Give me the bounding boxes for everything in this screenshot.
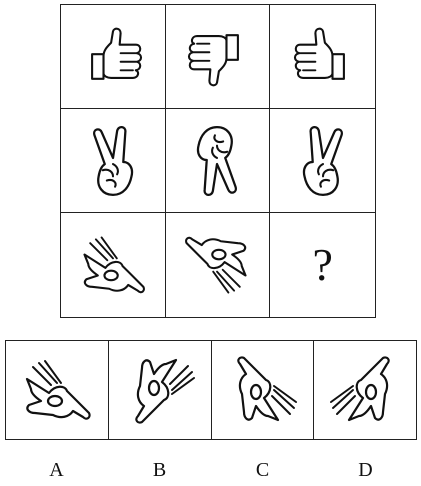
option-a[interactable] [6,341,109,439]
question-mark: ? [312,239,333,290]
grid-cell [270,109,375,213]
thumbs-down-icon [179,19,255,95]
victory-hand-down-icon [179,123,255,199]
grid-cell [61,5,166,109]
ok-hand-down-icon [179,227,255,303]
grid-cell [61,109,166,213]
victory-hand-icon [285,123,361,199]
option-label-a: A [49,459,64,481]
thumbs-up-left-icon [75,19,151,95]
grid-cell [166,213,271,317]
thumbs-up-right-icon [285,19,361,95]
option-labels [5,459,417,482]
grid-cell [166,109,271,213]
option-c[interactable] [212,341,315,439]
ok-hand-option-d-icon [325,350,405,430]
ok-hand-option-b-icon [120,350,200,430]
ok-hand-left-icon [75,227,151,303]
grid-cell [270,213,375,317]
grid-cell [270,5,375,109]
option-label-b: B [152,459,167,481]
option-b[interactable] [109,341,212,439]
option-d[interactable] [314,341,417,439]
option-label-c: C [255,459,270,481]
grid-cell [61,213,166,317]
ok-hand-option-c-icon [222,350,302,430]
ok-hand-option-a-icon [17,350,97,430]
victory-hand-icon [75,123,151,199]
grid-cell [166,5,271,109]
answer-options [5,340,417,440]
puzzle-grid [60,4,376,318]
option-label-d: D [358,459,373,481]
